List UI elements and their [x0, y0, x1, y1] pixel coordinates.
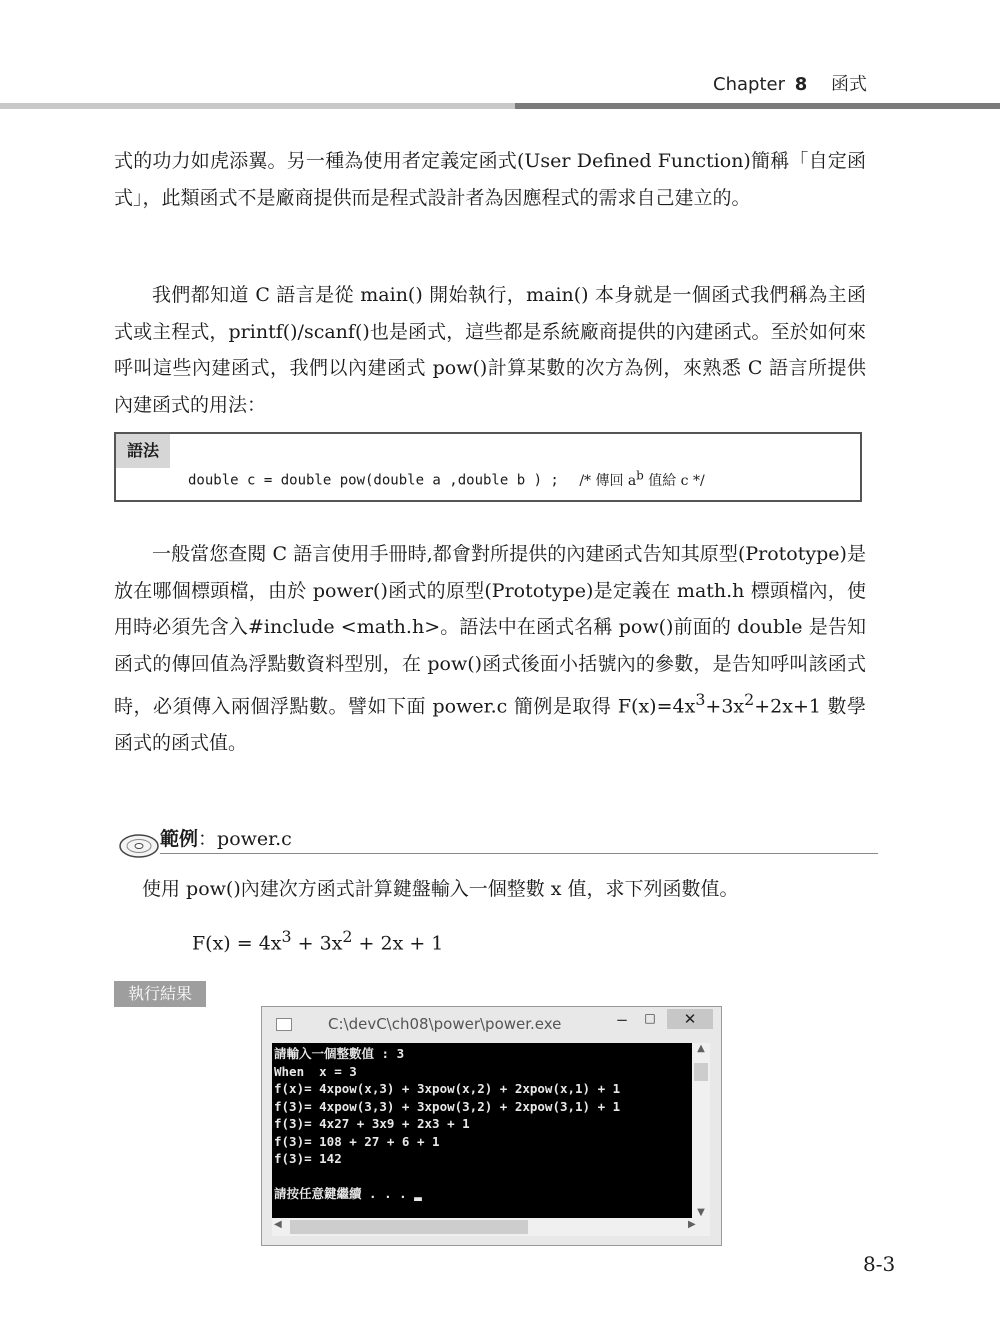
result-label: 執行結果: [114, 981, 206, 1007]
console-output[interactable]: [272, 1043, 692, 1218]
window-title: C:\devC\ch08\power\power.exe: [328, 1015, 562, 1033]
console-window: [261, 1006, 722, 1246]
formula-part-b: + 3x: [291, 932, 343, 955]
example-label: 範例: [160, 828, 199, 850]
scroll-right-icon[interactable]: ▶: [688, 1219, 696, 1230]
example-formula: [192, 927, 443, 954]
console-line: When x = 3: [274, 1063, 357, 1079]
syntax-comment-pre: /* 傳回 a: [579, 472, 637, 489]
paragraph-2: [114, 277, 866, 423]
console-line: [274, 1168, 692, 1186]
chapter-number: 8: [794, 74, 808, 95]
syntax-tag: 語法: [116, 434, 170, 468]
syntax-code: [188, 468, 705, 490]
cd-icon: [118, 828, 160, 864]
console-line: f(3)= 4xpow(3,3) + 3xpow(3,2) + 2xpow(3,1) + 1: [274, 1098, 621, 1114]
close-button[interactable]: ✕: [667, 1009, 713, 1029]
paragraph-3-part1: 一般當您查閱 C 語言使用手冊時,都會對所提供的內建函式告知其原型(Prototype)是放在哪個標頭檔，由於 power()函式的原型(Prototype)是定義在 math.h 標頭檔內，使用時必須先含入#include <math.h>。語法中在函式名稱 pow()前面的 double 是告知函式的傳回值為浮點數資料型別，在 pow()函式後面小括號內的參數，是告知呼叫該函式時，必須傳入兩個浮點數。譬如下面 power.c 簡例是取得 F(x)=4x: [114, 543, 866, 718]
example-filename: power.c: [217, 828, 292, 850]
header-rule-light: [0, 103, 515, 109]
console-line: f(3)= 108 + 27 + 6 + 1: [274, 1133, 440, 1149]
formula-exp2: 2: [342, 927, 353, 946]
scroll-down-icon[interactable]: ▼: [697, 1207, 705, 1218]
formula-part-a: F(x) = 4x: [192, 932, 282, 955]
syntax-comment-sup: b: [636, 468, 644, 482]
syntax-box: [114, 432, 862, 502]
scroll-left-icon[interactable]: ◀: [274, 1219, 282, 1230]
scroll-up-icon[interactable]: ▲: [697, 1043, 705, 1054]
formula-part-c: + 2x + 1: [352, 932, 444, 955]
console-line: 請按任意鍵繼續 . . . ▂: [274, 1186, 422, 1201]
paragraph-3-part3: +2x+1 數學函式的函式值。: [114, 695, 866, 754]
syntax-comment-post: 值給 c */: [643, 472, 705, 489]
maximize-button[interactable]: □: [644, 1011, 656, 1025]
horizontal-scrollbar[interactable]: [272, 1218, 710, 1236]
chapter-label: Chapter: [713, 74, 785, 95]
paragraph-1-text: 式的功力如虎添翼。另一種為使用者定義定函式(User Defined Function)簡稱「自定函式」，此類函式不是廠商提供而是程式設計者為因應程式的需求自己建立的。: [114, 150, 866, 209]
paragraph-1: [114, 143, 866, 216]
console-line: f(3)= 142: [274, 1151, 342, 1166]
paragraph-3-text: [114, 536, 866, 761]
example-rule: [160, 853, 878, 854]
chapter-title: 函式: [831, 74, 867, 95]
paragraph-2-text: 我們都知道 C 語言是從 main() 開始執行，main() 本身就是一個函式我們稱為主函式或主程式，printf()/scanf()也是函式，這些都是系統廠商提供的內建函式。至於如何來呼叫這些內建函式，我們以內建函式 pow()計算某數的次方為例，來熟悉 C 語言所提供內建函式的用法：: [114, 284, 866, 416]
example-heading: [160, 824, 292, 851]
running-header: [713, 70, 867, 96]
vertical-scrollbar[interactable]: [692, 1043, 710, 1218]
paragraph-3-exp2: 2: [744, 690, 755, 709]
console-line: 請輸入一個整數值 : 3: [274, 1046, 405, 1061]
example-separator: ：: [198, 828, 218, 850]
paragraph-3-exp1: 3: [695, 690, 706, 709]
example-description: 使用 pow()內建次方函式計算鍵盤輸入一個整數 x 值，求下列函數值。: [142, 878, 739, 900]
page-number: 8-3: [863, 1252, 896, 1276]
paragraph-3-part2: +3x: [705, 695, 745, 718]
window-system-icon[interactable]: [276, 1018, 292, 1031]
horizontal-scroll-thumb[interactable]: [290, 1220, 528, 1234]
vertical-scroll-thumb[interactable]: [694, 1063, 708, 1081]
paragraph-3: [114, 536, 866, 761]
formula-exp1: 3: [281, 927, 292, 946]
header-rule-dark: [515, 103, 1000, 109]
syntax-code-text: double c = double pow(double a ,double b ) ;: [188, 472, 559, 489]
minimize-button[interactable]: −: [615, 1011, 629, 1029]
console-line: f(x)= 4xpow(x,3) + 3xpow(x,2) + 2xpow(x,1) + 1: [274, 1081, 621, 1096]
console-line: f(3)= 4x27 + 3x9 + 2x3 + 1: [274, 1116, 470, 1131]
syntax-comment: [579, 468, 705, 489]
